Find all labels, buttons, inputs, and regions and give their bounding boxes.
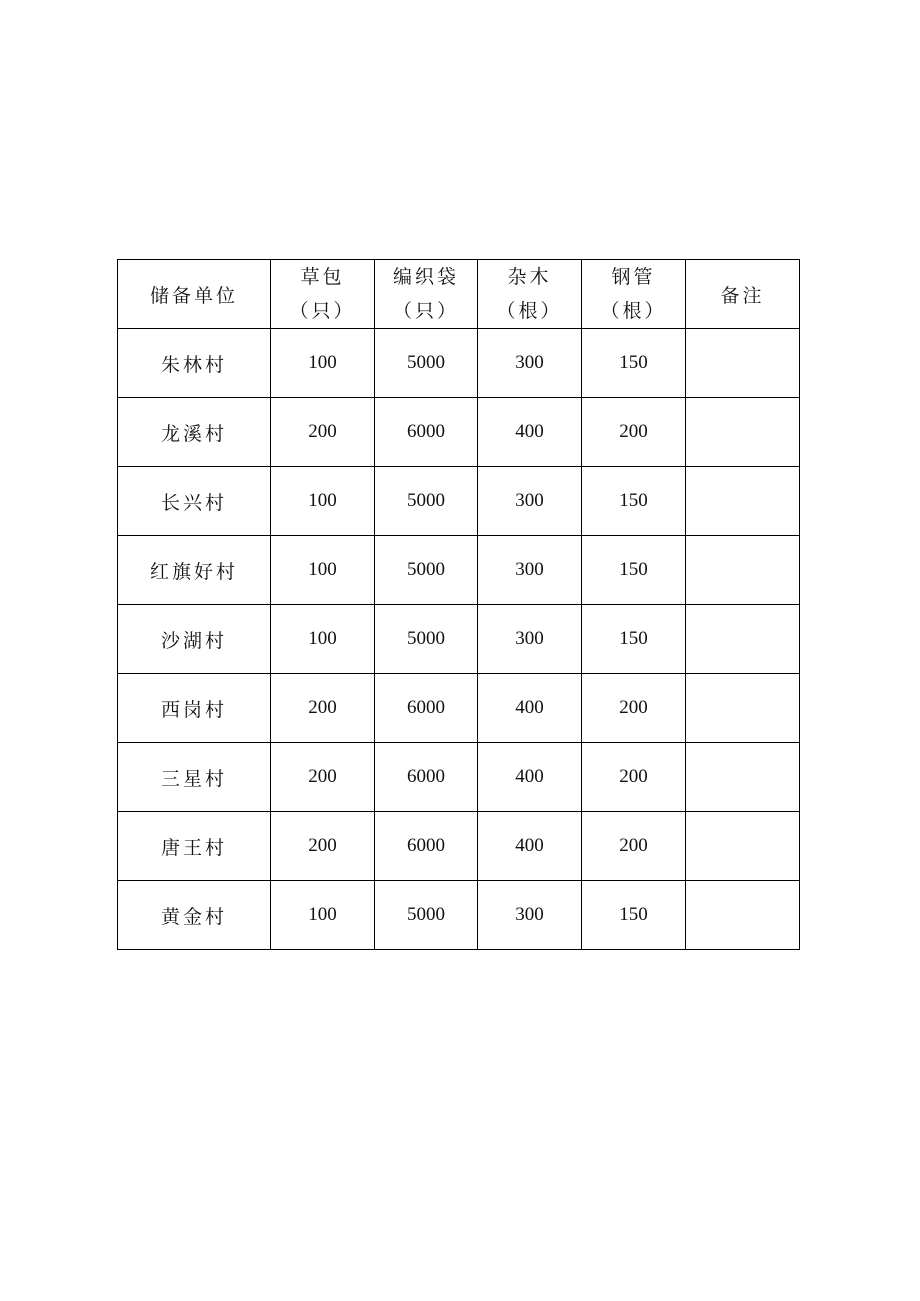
cell-steel-pipes: 200 — [582, 398, 686, 467]
cell-steel-pipes: 150 — [582, 605, 686, 674]
table-row — [118, 881, 800, 950]
cell-woven-bags: 5000 — [375, 536, 478, 605]
cell-timber: 300 — [478, 605, 582, 674]
cell-steel-pipes: 150 — [582, 329, 686, 398]
header-straw-bags — [271, 260, 375, 329]
cell-steel-pipes: 200 — [582, 674, 686, 743]
header-woven-bags-unit: （只） — [392, 300, 459, 322]
header-timber-label: 杂木 — [507, 266, 552, 288]
cell-remarks — [686, 398, 800, 467]
cell-straw-bags: 100 — [271, 467, 375, 536]
cell-unit: 长兴村 — [118, 467, 271, 536]
cell-remarks — [686, 881, 800, 950]
cell-unit: 唐王村 — [118, 812, 271, 881]
cell-remarks — [686, 674, 800, 743]
table-row — [118, 812, 800, 881]
cell-straw-bags: 100 — [271, 536, 375, 605]
table-row — [118, 398, 800, 467]
cell-steel-pipes: 200 — [582, 743, 686, 812]
cell-straw-bags: 200 — [271, 398, 375, 467]
reserve-materials-table — [117, 259, 800, 950]
cell-unit: 朱林村 — [118, 329, 271, 398]
cell-timber: 300 — [478, 329, 582, 398]
cell-timber: 300 — [478, 536, 582, 605]
header-steel-pipes-label: 钢管 — [611, 266, 656, 288]
cell-unit: 红旗好村 — [118, 536, 271, 605]
cell-straw-bags: 200 — [271, 812, 375, 881]
table-row — [118, 743, 800, 812]
cell-straw-bags: 200 — [271, 674, 375, 743]
header-straw-bags-label: 草包 — [300, 266, 345, 288]
header-steel-pipes — [582, 260, 686, 329]
header-straw-bags-unit: （只） — [289, 300, 356, 322]
cell-remarks — [686, 743, 800, 812]
cell-woven-bags: 5000 — [375, 605, 478, 674]
cell-woven-bags: 6000 — [375, 398, 478, 467]
table-row — [118, 536, 800, 605]
cell-woven-bags: 5000 — [375, 467, 478, 536]
cell-steel-pipes: 200 — [582, 812, 686, 881]
header-unit — [118, 260, 271, 329]
cell-unit: 西岗村 — [118, 674, 271, 743]
header-timber — [478, 260, 582, 329]
cell-woven-bags: 6000 — [375, 812, 478, 881]
header-woven-bags-label: 编织袋 — [392, 266, 459, 288]
table-row — [118, 605, 800, 674]
cell-woven-bags: 6000 — [375, 674, 478, 743]
cell-unit: 沙湖村 — [118, 605, 271, 674]
cell-timber: 400 — [478, 812, 582, 881]
cell-timber: 400 — [478, 398, 582, 467]
cell-timber: 400 — [478, 674, 582, 743]
table-row — [118, 467, 800, 536]
table-row — [118, 674, 800, 743]
cell-unit: 龙溪村 — [118, 398, 271, 467]
cell-timber: 300 — [478, 881, 582, 950]
cell-timber: 400 — [478, 743, 582, 812]
cell-steel-pipes: 150 — [582, 536, 686, 605]
table-header-row — [118, 260, 800, 329]
header-steel-pipes-unit: （根） — [600, 300, 667, 322]
cell-remarks — [686, 812, 800, 881]
cell-steel-pipes: 150 — [582, 467, 686, 536]
cell-straw-bags: 100 — [271, 605, 375, 674]
header-woven-bags — [375, 260, 478, 329]
cell-straw-bags: 200 — [271, 743, 375, 812]
cell-remarks — [686, 329, 800, 398]
cell-remarks — [686, 605, 800, 674]
header-timber-unit: （根） — [496, 300, 563, 322]
cell-unit: 三星村 — [118, 743, 271, 812]
cell-straw-bags: 100 — [271, 881, 375, 950]
cell-remarks — [686, 536, 800, 605]
header-unit-label: 储备单位 — [149, 284, 238, 307]
table-row — [118, 329, 800, 398]
cell-woven-bags: 5000 — [375, 329, 478, 398]
cell-woven-bags: 5000 — [375, 881, 478, 950]
header-remarks-label: 备注 — [720, 284, 765, 307]
cell-remarks — [686, 467, 800, 536]
cell-steel-pipes: 150 — [582, 881, 686, 950]
header-remarks — [686, 260, 800, 329]
cell-unit: 黄金村 — [118, 881, 271, 950]
cell-straw-bags: 100 — [271, 329, 375, 398]
cell-woven-bags: 6000 — [375, 743, 478, 812]
cell-timber: 300 — [478, 467, 582, 536]
